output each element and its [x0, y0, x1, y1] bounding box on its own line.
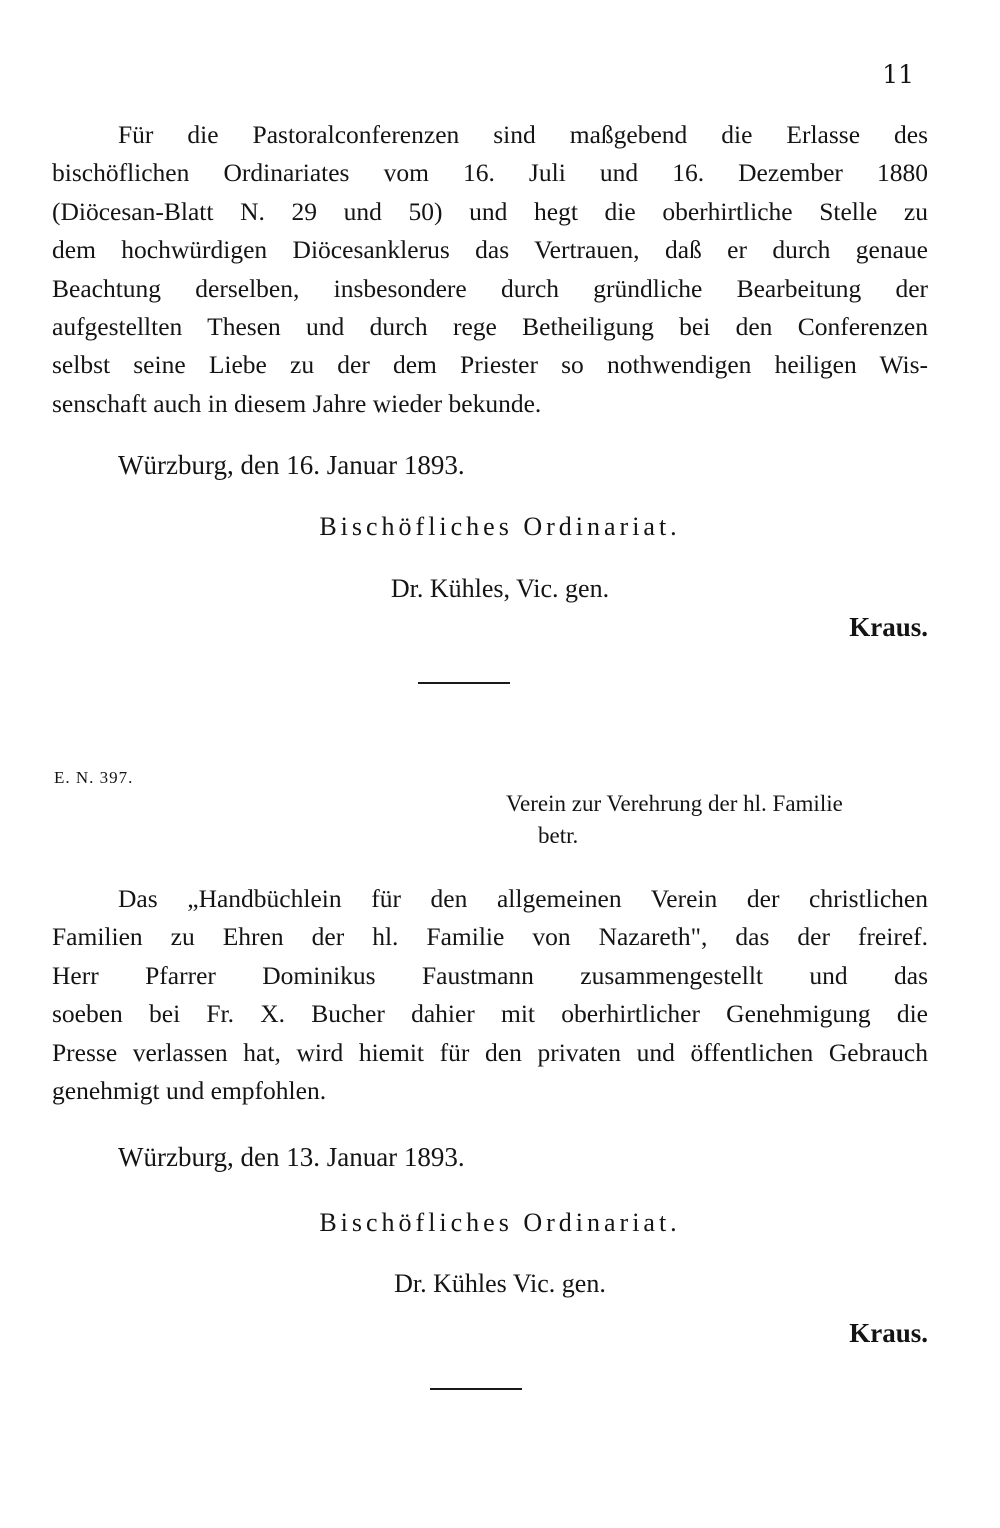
page-number: 11 [882, 60, 914, 89]
paragraph-line: Das „Handbüchlein für den allgemeinen Verein der christlichen [118, 884, 928, 913]
paragraph-line: genehmigt und empfohlen. [52, 1076, 327, 1106]
section-divider [430, 1388, 522, 1390]
paragraph-line: dem hochwürdigen Diöcesanklerus das Vertrauen, daß er durch genaue [52, 235, 928, 265]
paragraph-line: aufgestellten Thesen und durch rege Betheiligung bei den Conferenzen [52, 312, 928, 342]
vicar-general-signature: Dr. Kühles Vic. gen. [394, 1269, 606, 1298]
paragraph-line: Beachtung derselben, insbesondere durch gründliche Bearbeitung der [52, 273, 928, 303]
paragraph-line: Herr Pfarrer Dominikus Faustmann zusammengestellt und das [52, 960, 928, 990]
section-divider [418, 682, 510, 684]
paragraph-pastoral-conferences [52, 116, 928, 423]
paragraph-line: (Diöcesan-Blatt N. 29 und 50) und hegt die oberhirtliche Stelle zu [52, 196, 928, 226]
paragraph-line: Familien zu Ehren der hl. Familie von Nazareth", das der freiref. [52, 922, 928, 952]
secretary-signature: Kraus. [849, 1318, 928, 1348]
paragraph-line: senschaft auch in diesem Jahre wieder bekunde. [52, 388, 542, 418]
vicar-general-signature: Dr. Kühles, Vic. gen. [390, 574, 610, 603]
paragraph-handbook-approval [52, 880, 928, 1110]
paragraph-line: Für die Pastoralconferenzen sind maßgebend die Erlasse des [118, 120, 928, 149]
issuing-authority: Bischöfliches Ordinariat. [319, 512, 681, 541]
subject-line: Verein zur Verehrung der hl. Familie [506, 791, 843, 816]
subject-line: betr. [538, 823, 579, 848]
dateline: Würzburg, den 16. Januar 1893. [118, 450, 465, 480]
reference-number: E. N. 397. [54, 768, 134, 787]
paragraph-line: selbst seine Liebe zu der dem Priester so nothwendigen heiligen Wis- [52, 350, 928, 380]
paragraph-line: Presse verlassen hat, wird hiemit für den privaten und öffentlichen Gebrauch [52, 1037, 928, 1067]
paragraph-line: bischöflichen Ordinariates vom 16. Juli und 16. Dezember 1880 [52, 158, 928, 188]
paragraph-line: soeben bei Fr. X. Bucher dahier mit oberhirtlicher Genehmigung die [52, 999, 928, 1029]
issuing-authority: Bischöfliches Ordinariat. [319, 1208, 681, 1237]
dateline: Würzburg, den 13. Januar 1893. [118, 1142, 465, 1172]
secretary-signature: Kraus. [849, 612, 928, 642]
subject-heading [506, 788, 930, 852]
